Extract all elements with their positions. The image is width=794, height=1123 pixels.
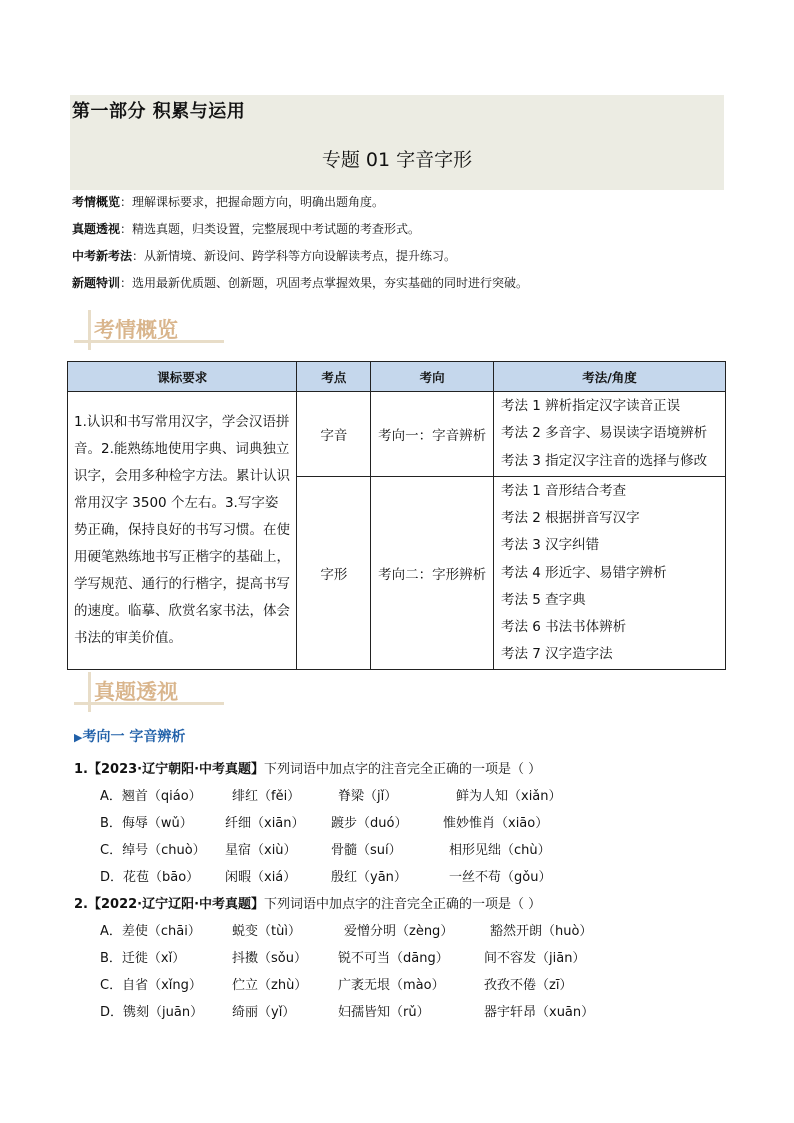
- question-number: 1.: [74, 762, 88, 777]
- question: [74, 893, 541, 912]
- option-item: 一丝不苟（gǒu）: [449, 870, 552, 885]
- intro-key: 考情概览: [72, 195, 121, 209]
- direction-heading: [74, 726, 185, 746]
- option-item: 纤细（xiān）: [225, 816, 305, 831]
- option-item: 妇孺皆知（rǔ）: [338, 1005, 430, 1020]
- question-stem: 下列词语中加点字的注音完全正确的一项是（ ）: [264, 762, 542, 777]
- option-item: 闲暇（xiá）: [225, 870, 297, 885]
- option-item: 相形见绌（chù）: [449, 843, 551, 858]
- option-item: 抖擞（sǒu）: [232, 951, 307, 966]
- direction-label: 考向一 字音辨析: [82, 729, 186, 745]
- intro-key: 中考新考法: [72, 249, 133, 263]
- option-item: 伫立（zhù）: [232, 978, 308, 993]
- option-item: 惟妙惟肖（xiāo）: [443, 816, 549, 831]
- option-item: D．花苞（bāo）: [100, 870, 200, 885]
- method-item: 考法 3 指定汉字注音的选择与修改: [501, 452, 708, 469]
- option-item: 蜕变（tùì）: [232, 924, 301, 939]
- intro-line: [72, 220, 420, 237]
- method-item: 考法 7 汉字造字法: [501, 646, 613, 663]
- intro-text: ：精选真题，归类设置，完整展现中考试题的考查形式。: [120, 222, 421, 236]
- column-header: 课标要求: [68, 362, 297, 392]
- direction-cell: 考向一：字音辨析: [371, 392, 494, 477]
- option-item: 踱步（duó）: [331, 816, 408, 831]
- option-item: B．迁徙（xǐ）: [100, 951, 186, 966]
- intro-line: [72, 247, 456, 264]
- option-item: A．翘首（qiáo）: [100, 789, 202, 804]
- method-item: 考法 2 根据拼音写汉字: [501, 510, 640, 527]
- method-item: 考法 2 多音字、易误读字语境辨析: [501, 425, 708, 442]
- option-item: B．侮辱（wǔ）: [100, 816, 193, 831]
- point-cell: 字形: [297, 477, 371, 670]
- topic-title: 专题 01 字音字形: [321, 149, 473, 171]
- part-title: 第一部分 积累与运用: [72, 101, 246, 122]
- section-title: 考情概览: [94, 318, 178, 342]
- option-item: 锐不可当（dāng）: [338, 951, 449, 966]
- section-heading-real: [74, 672, 224, 712]
- intro-key: 新题特训: [72, 276, 121, 290]
- direction-cell: 考向二：字形辨析: [371, 477, 494, 670]
- methods-cell: [494, 477, 726, 670]
- section-heading-overview: [74, 310, 224, 350]
- play-arrow-icon: ▶: [74, 731, 83, 744]
- question-source: 【2022·辽宁辽阳·中考真题】: [87, 897, 265, 912]
- option-item: 绮丽（yǐ）: [232, 1005, 296, 1020]
- option-item: 殷红（yān）: [331, 870, 407, 885]
- intro-text: ：理解课标要求，把握命题方向，明确出题角度。: [120, 195, 385, 209]
- method-item: 考法 6 书法书体辨析: [501, 619, 627, 636]
- column-header: 考向: [371, 362, 494, 392]
- option-item: C．绰号（chuò）: [100, 843, 206, 858]
- requirements-cell: 1.认识和书写常用汉字，学会汉语拼音。2.能熟练地使用字典、词典独立识字，会用多种检字方法。累计认识常用汉字 3500 个左右。3.写字姿势正确，保持良好的书写习惯。在使用硬笔熟练地书写正楷字的基础上，学写规范、通行的行楷字，提高书写的速度。临摹、欣赏名家书法，体会书法的审美价值。: [68, 392, 297, 670]
- option-item: 孜孜不倦（zī）: [484, 978, 573, 993]
- section-title: 真题透视: [94, 680, 178, 704]
- method-item: 考法 5 查字典: [501, 591, 586, 608]
- question-stem: 下列词语中加点字的注音完全正确的一项是（ ）: [264, 897, 542, 912]
- option-item: D．镌刻（juān）: [100, 1005, 204, 1020]
- option-item: 豁然开朗（huò）: [490, 924, 593, 939]
- column-header: 考法/角度: [494, 362, 726, 392]
- table-row: [68, 392, 726, 477]
- column-header: 考点: [297, 362, 371, 392]
- intro-key: 真题透视: [72, 222, 121, 236]
- point-cell: 字音: [297, 392, 371, 477]
- option-item: 广袤无垠（mào）: [338, 978, 445, 993]
- heading-vertical-rule: [88, 310, 91, 350]
- heading-vertical-rule: [88, 672, 91, 712]
- method-item: 考法 1 音形结合考查: [501, 483, 627, 499]
- method-item: 考法 3 汉字纠错: [501, 537, 600, 554]
- option-item: A．差使（chāi）: [100, 924, 201, 939]
- methods-cell: [494, 392, 726, 477]
- question-number: 2.: [74, 897, 88, 912]
- option-item: 绯红（fěi）: [232, 789, 301, 804]
- method-item: 考法 4 形近字、易错字辨析: [501, 564, 667, 581]
- option-item: 骨髓（suí）: [331, 843, 402, 858]
- question: [74, 758, 541, 777]
- option-item: 爱憎分明（zèng）: [344, 924, 454, 939]
- option-item: 脊梁（jǐ）: [338, 789, 398, 804]
- intro-line: [72, 274, 528, 291]
- option-item: C．自省（xǐng）: [100, 978, 202, 993]
- intro-text: ：从新情境、新设问、跨学科等方向设解读考点，提升练习。: [132, 249, 457, 263]
- intro-text: ：选用最新优质题、创新题，巩固考点掌握效果，夯实基础的同时进行突破。: [120, 276, 529, 290]
- option-item: 鲜为人知（xiǎn）: [456, 789, 562, 804]
- table-header-row: [68, 362, 726, 392]
- question-source: 【2023·辽宁朝阳·中考真题】: [87, 762, 265, 777]
- option-item: 器宇轩昂（xuān）: [484, 1005, 595, 1020]
- intro-line: [72, 193, 384, 210]
- option-item: 间不容发（jiān）: [484, 951, 586, 966]
- option-item: 星宿（xiù）: [225, 843, 297, 858]
- method-item: 考法 1 辨析指定汉字读音正误: [501, 398, 681, 415]
- requirements-table: [67, 361, 726, 670]
